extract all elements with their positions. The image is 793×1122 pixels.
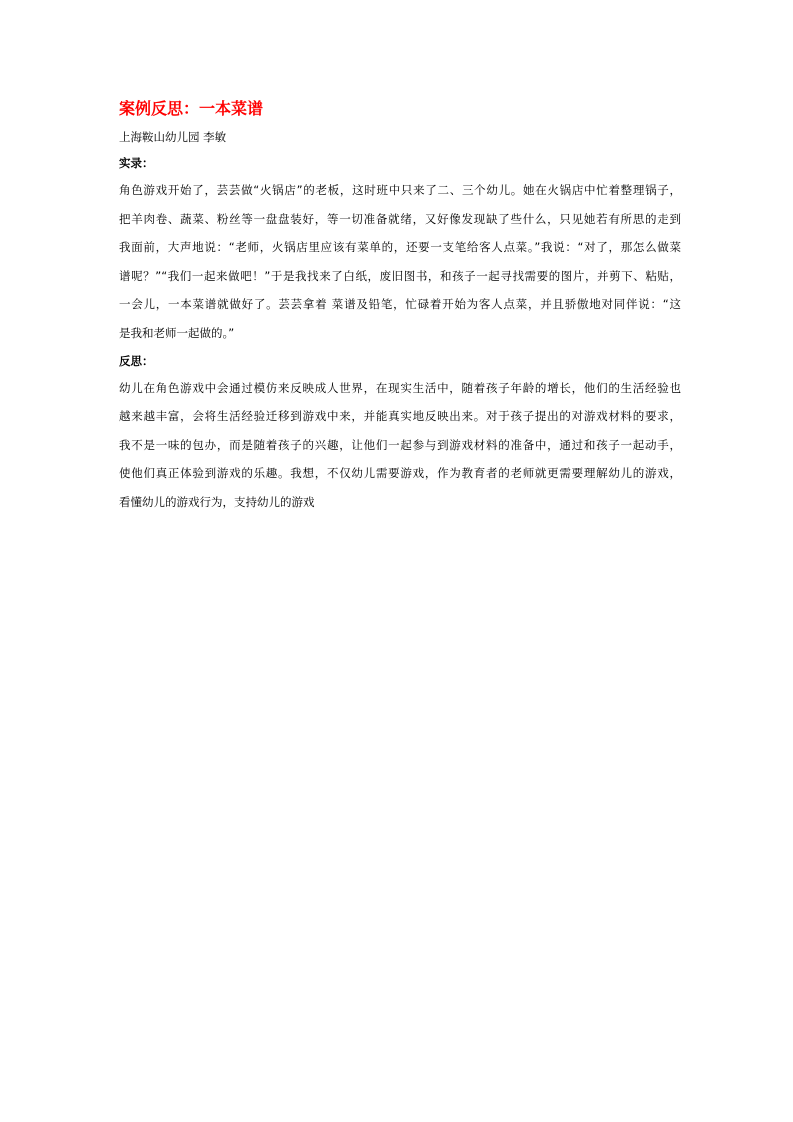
record-line: 把羊肉卷、蔬菜、粉丝等一盘盘装好，等一切准备就绪，又好像发现缺了些什么，只见她若有所思的走到 xyxy=(119,211,681,226)
record-line: 一会儿，一本菜谱就做好了。芸芸拿着 菜谱及铅笔，忙碌着开始为客人点菜，并且骄傲地对同伴说：“这 xyxy=(119,297,681,312)
reflection-heading: 反思： xyxy=(119,353,154,368)
record-paragraph xyxy=(119,176,681,348)
document-body xyxy=(119,96,681,517)
record-heading: 实录： xyxy=(119,156,154,170)
record-line: 谱呢？”“我们一起来做吧！”于是我找来了白纸，废旧图书，和孩子一起寻找需要的图片，并剪下、粘贴， xyxy=(119,268,681,283)
author-line: 上海鞍山幼儿园 李敏 xyxy=(119,130,227,144)
record-line: 角色游戏开始了，芸芸做“火锅店”的老板，这时班中只来了二、三个幼儿。她在火锅店中忙着整理锅子， xyxy=(119,183,681,197)
reflection-line: 幼儿在角色游戏中会通过模仿来反映成人世界，在现实生活中，随着孩子年龄的增长，他们的生活经验也 xyxy=(119,380,681,395)
record-line: 是我和老师一起做的。” xyxy=(119,325,235,340)
reflection-line: 我不是一味的包办，而是随着孩子的兴趣，让他们一起参与到游戏材料的准备中，通过和孩子一起动手， xyxy=(119,437,681,452)
reflection-paragraph xyxy=(119,374,681,517)
reflection-line: 看懂幼儿的游戏行为，支持幼儿的游戏 xyxy=(119,494,315,509)
reflection-line: 使他们真正体验到游戏的乐趣。我想，不仅幼儿需要游戏，作为教育者的老师就更需要理解幼儿的游戏， xyxy=(119,466,681,481)
document-title: 案例反思：一本菜谱 xyxy=(119,99,264,118)
reflection-line: 越来越丰富，会将生活经验迁移到游戏中来，并能真实地反映出来。对于孩子提出的对游戏材料的要求， xyxy=(119,409,681,424)
record-line: 我面前，大声地说：“老师，火锅店里应该有菜单的，还要一支笔给客人点菜。”我说：“对了，那怎么做菜 xyxy=(119,240,681,255)
